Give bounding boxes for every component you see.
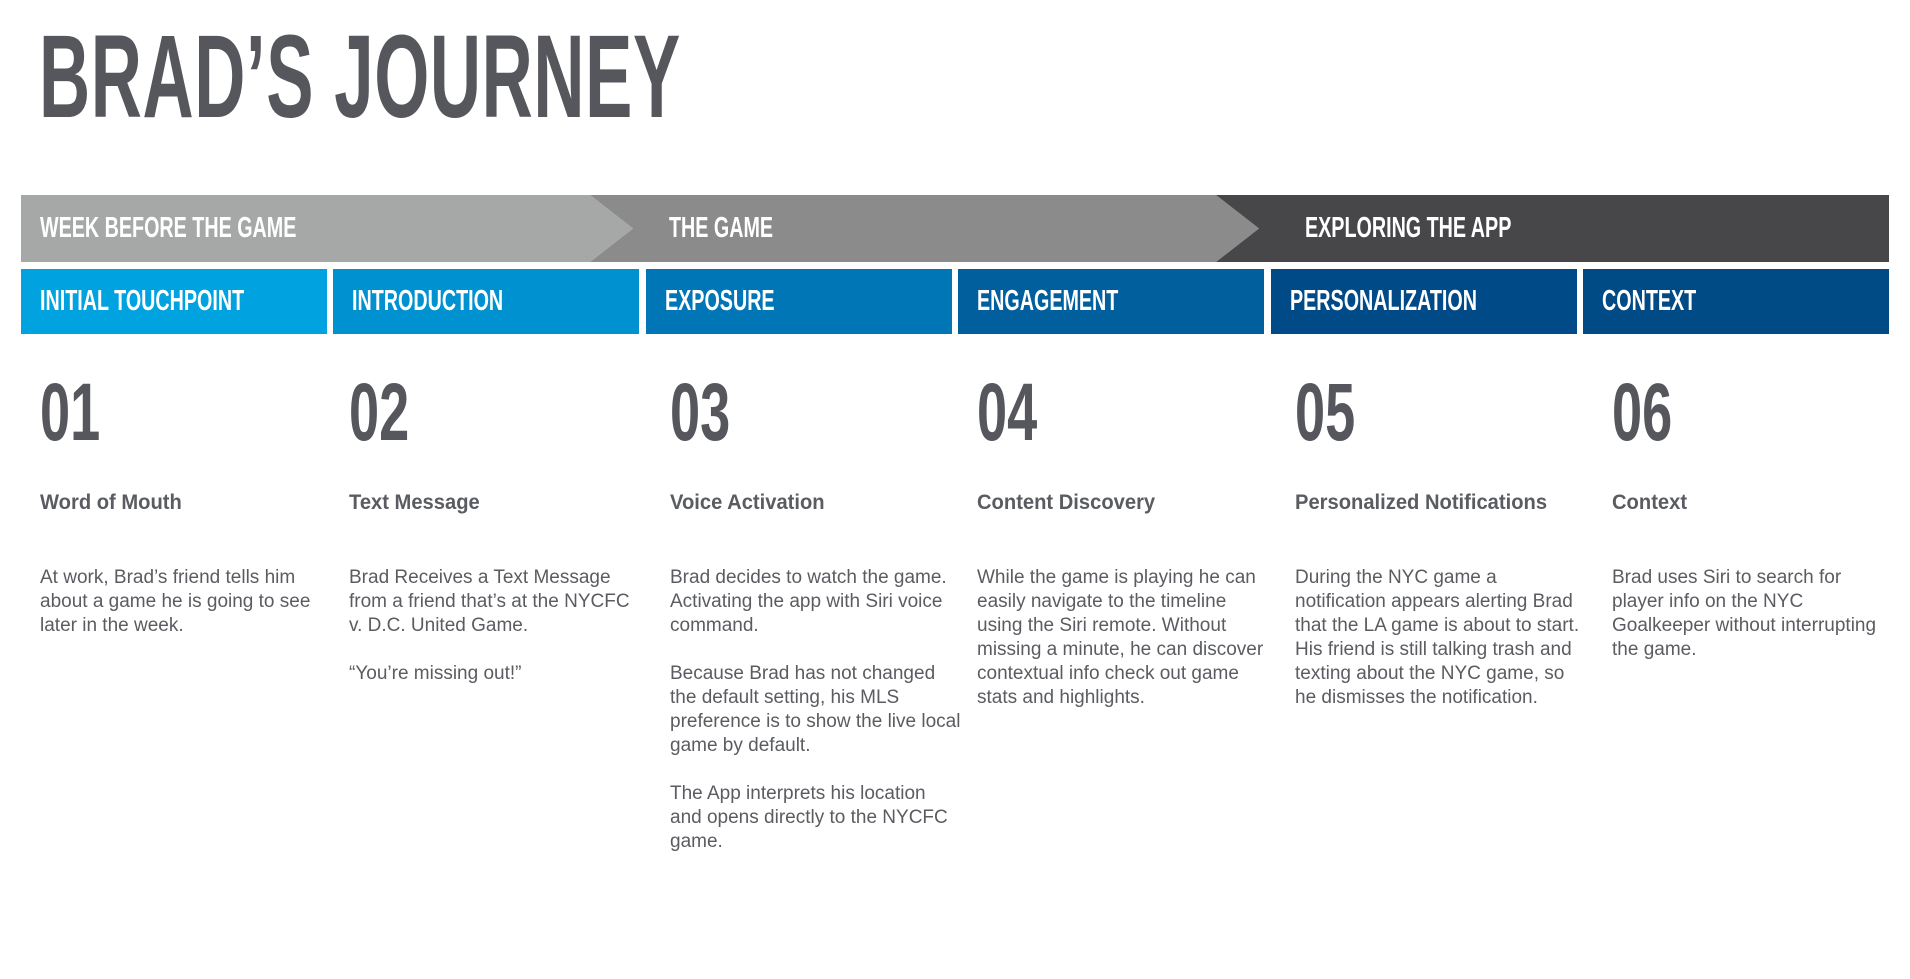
phase-band	[21, 195, 1889, 262]
step-heading: Word of Mouth	[40, 491, 182, 514]
step-description	[670, 566, 962, 878]
step-description	[1612, 566, 1882, 686]
stage-initial-touchpoint	[21, 269, 327, 334]
stage-label: ENGAGEMENT	[977, 285, 1119, 317]
step-paragraph: Because Brad has not changed the default setting, his MLS preference is to show the live local game by default.	[670, 663, 961, 756]
step-heading: Voice Activation	[670, 491, 825, 514]
step-number: 03	[670, 367, 731, 458]
step-paragraph: “You’re missing out!”	[349, 663, 522, 684]
step-description	[1295, 566, 1587, 734]
stage-label: INTRODUCTION	[352, 285, 504, 317]
step-number: 04	[977, 367, 1038, 458]
stage-label: PERSONALIZATION	[1290, 285, 1477, 317]
step-paragraph: Brad decides to watch the game. Activating the app with Siri voice command.	[670, 567, 947, 636]
step-number: 05	[1295, 367, 1356, 458]
step-description	[40, 566, 332, 662]
step-column-01	[40, 367, 332, 636]
step-number: 06	[1612, 367, 1673, 458]
stage-label: INITIAL TOUCHPOINT	[40, 285, 245, 317]
step-paragraph: Brad Receives a Text Message from a friend that’s at the NYCFC v. D.C. United Game.	[349, 567, 630, 636]
step-paragraph: The App interprets his location and opens directly to the NYCFC game.	[670, 783, 948, 852]
stage-exposure	[646, 269, 952, 334]
phase-label-week-before: WEEK BEFORE THE GAME	[40, 212, 297, 244]
step-heading: Text Message	[349, 491, 480, 514]
stage-personalization	[1271, 269, 1577, 334]
step-number: 02	[349, 367, 410, 458]
phase-chevrons	[21, 195, 1889, 262]
step-paragraph: Brad uses Siri to search for player info on the NYC Goalkeeper without interrupting the game.	[1612, 567, 1877, 660]
stage-introduction	[333, 269, 639, 334]
stage-label: EXPOSURE	[665, 285, 775, 317]
step-column-06	[1612, 367, 1892, 660]
step-column-02	[349, 367, 641, 684]
step-heading: Personalized Notifications	[1295, 491, 1548, 514]
step-paragraph: While the game is playing he can easily navigate to the timeline using the Siri remote. Without missing a minute, he can discover contextual info check out game stats and highlights.	[977, 567, 1264, 708]
page-title: BRAD’S JOURNEY	[39, 11, 681, 143]
step-paragraph: At work, Brad’s friend tells him about a game he is going to see later in the week.	[40, 567, 311, 636]
phase-label-the-game: THE GAME	[669, 212, 774, 244]
stage-engagement	[958, 269, 1264, 334]
step-description	[977, 566, 1269, 734]
step-number: 01	[40, 367, 101, 458]
step-column-04	[977, 367, 1269, 708]
phase-label-exploring-app: EXPLORING THE APP	[1305, 212, 1512, 244]
step-heading: Content Discovery	[977, 491, 1156, 514]
stage-context	[1583, 269, 1889, 334]
step-heading: Context	[1612, 491, 1688, 514]
step-column-03	[670, 367, 962, 852]
step-paragraph: During the NYC game a notification appears alerting Brad that the LA game is about to start. His friend is still talking trash and texting about the NYC game, so he dismisses the notification.	[1295, 567, 1580, 708]
stage-label: CONTEXT	[1602, 285, 1697, 317]
step-description	[349, 566, 641, 710]
step-column-05	[1295, 367, 1587, 708]
